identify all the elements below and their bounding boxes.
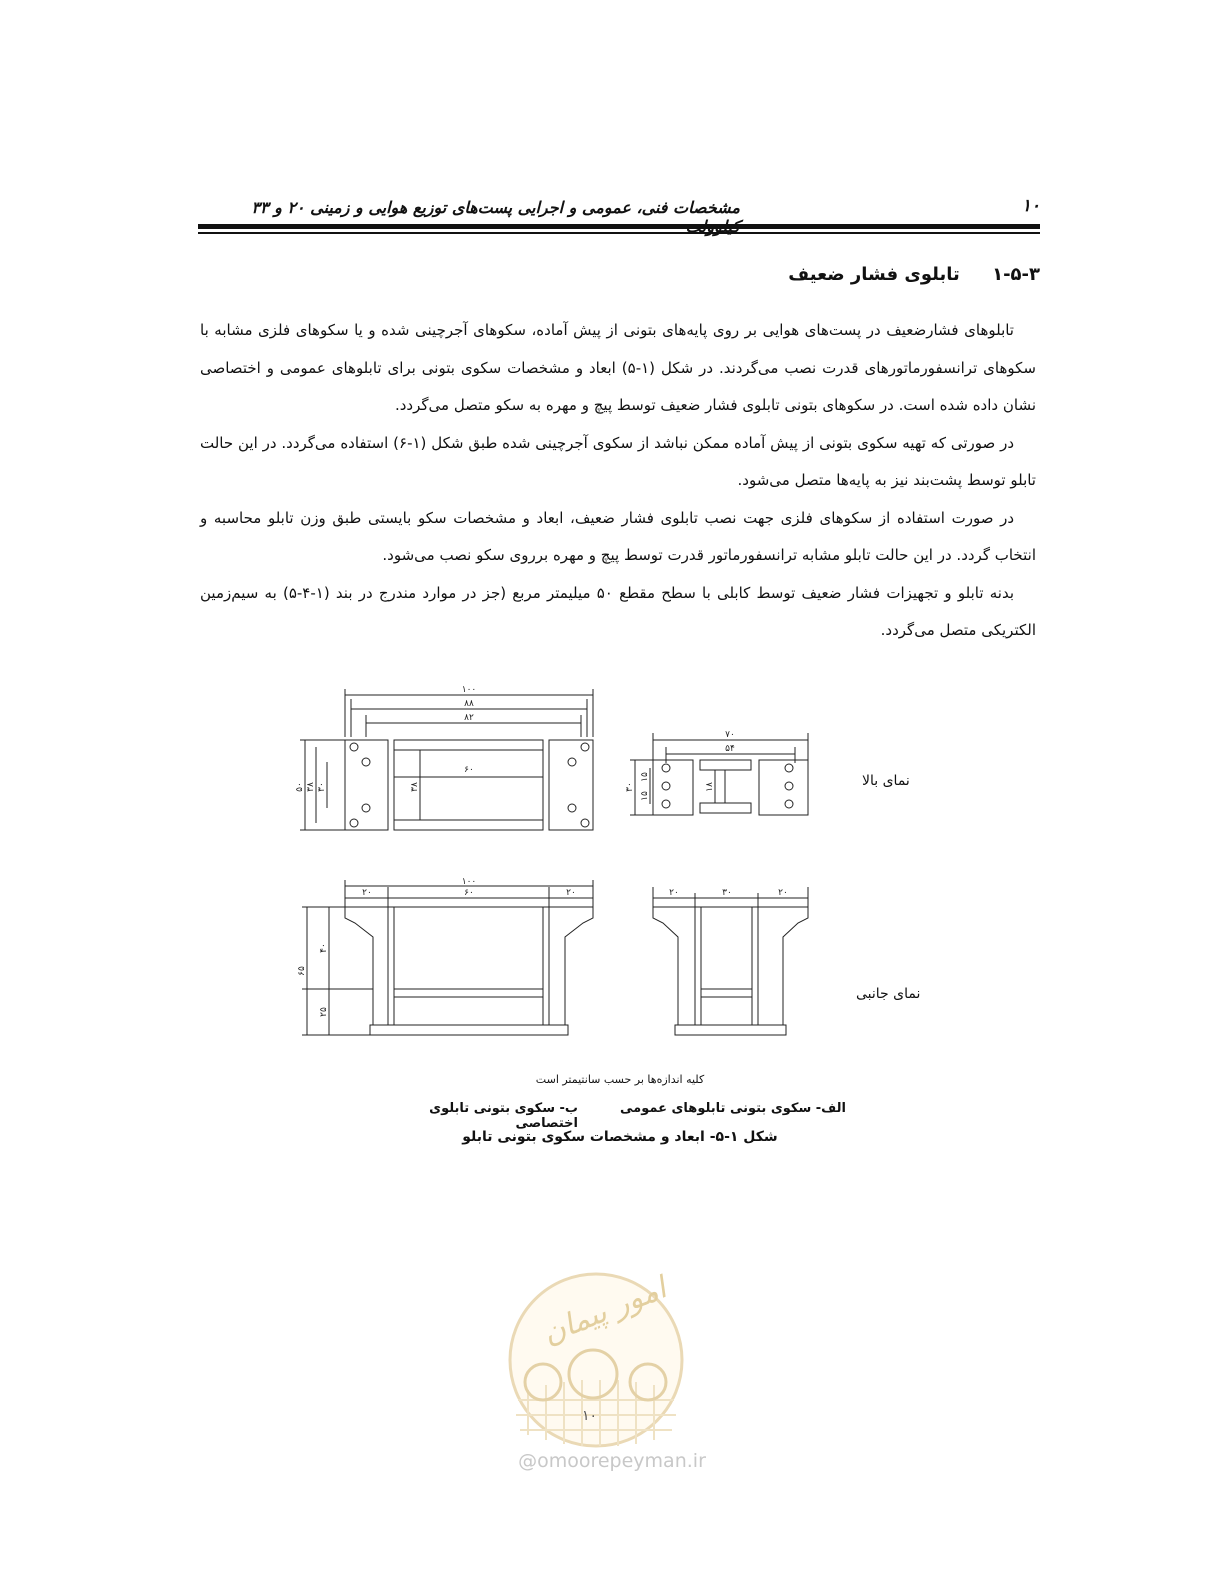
header-rule-thin xyxy=(198,232,1040,234)
dim-38-inner: ۳۸ xyxy=(410,782,420,792)
dim-30-b-side: ۳۰ xyxy=(722,888,732,898)
dim-15-b2: ۱۵ xyxy=(640,791,650,801)
dim-70-top: ۷۰ xyxy=(725,730,735,740)
section-number: ۱-۵-۳ xyxy=(992,264,1040,285)
dim-60-side: ۶۰ xyxy=(464,888,474,898)
body-text xyxy=(200,312,1036,650)
side-view-private xyxy=(653,887,808,1035)
dim-40-side: ۴۰ xyxy=(319,943,329,953)
website-text: omoorepeyman.ir xyxy=(537,1450,706,1472)
paragraph-4: بدنه تابلو و تجهیزات فشار ضعیف توسط کابلی با سطح مقطع ۵۰ میلیمتر مربع (جز در موارد مندرج در بند (۱-۴-۵) به سیم‌زمین الکتریکی متصل می‌گردد. xyxy=(200,583,1036,639)
top-view-general xyxy=(295,685,593,830)
dim-82-top: ۸۲ xyxy=(464,713,474,723)
dim-25-side: ۲۵ xyxy=(319,1007,329,1017)
dim-54-top: ۵۴ xyxy=(725,744,735,754)
page-number: ۱۰ xyxy=(1021,196,1040,216)
dim-20-b-r: ۲۰ xyxy=(778,888,788,898)
header-rule-thick xyxy=(198,224,1040,229)
section-title: تابلوی فشار ضعیف xyxy=(788,264,960,285)
side-view-label: نمای جانبی xyxy=(856,986,921,1002)
side-view-general xyxy=(297,877,593,1035)
dim-20-side-l: ۲۰ xyxy=(362,888,372,898)
dim-100-side: ۱۰۰ xyxy=(461,877,477,887)
seal-page-mark: ۱۰ xyxy=(582,1408,598,1424)
dim-30-b: ۳۰ xyxy=(625,782,635,792)
dim-18-b: ۱۸ xyxy=(705,782,715,792)
top-view-label: نمای بالا xyxy=(862,773,910,789)
dim-20-b-l: ۲۰ xyxy=(669,888,679,898)
watermark-website xyxy=(462,1450,762,1472)
at-icon: @ xyxy=(518,1450,538,1472)
seal-text: امور پیمان xyxy=(537,1270,672,1352)
dim-100-top: ۱۰۰ xyxy=(461,685,477,695)
section-heading xyxy=(600,264,1040,285)
top-view-private xyxy=(625,730,808,815)
platform-drawing xyxy=(250,675,840,1070)
paragraph-2: در صورتی که تهیه سکوی بتونی از پیش آماده ممکن نباشد از سکوی آجرچینی شده طبق شکل (۱-۶) استفاده می‌گردد. در این حالت تابلو توسط پشت‌بند نیز به پایه‌ها متصل می‌شود. xyxy=(200,433,1036,489)
caption-b: ب- سکوی بتونی تابلوی اختصاصی xyxy=(429,1101,578,1131)
paragraph-1: تابلوهای فشارضعیف در پست‌های هوایی بر روی پایه‌های بتونی از پیش آماده، سکوهای آجرچینی شده و یا سکوهای فلزی مشابه با سکوهای ترانسفورماتورهای قدرت نصب می‌گردند. در شکل (۱-۵) ابعاد و مشخصات سکوی بتونی برای تابلوهای عمومی و اختصاصی نشان داده شده است. در سکوهای بتونی تابلوی فشار ضعیف توسط پیچ و مهره به سکو متصل می‌گردد. xyxy=(200,321,1036,414)
units-note: کلیه اندازه‌ها بر حسب سانتیمتر است xyxy=(535,1073,705,1086)
dim-65-side: ۶۵ xyxy=(297,966,307,976)
dim-38-top: ۳۸ xyxy=(306,782,316,792)
dim-60-top: ۶۰ xyxy=(464,765,474,775)
running-header-title: مشخصات فنی، عمومی و اجرایی پست‌های توزیع هوایی و زمینی ۲۰ و ۳۳ xyxy=(251,198,740,217)
dim-15-b1: ۱۵ xyxy=(640,772,650,782)
dim-88-top: ۸۸ xyxy=(464,699,474,709)
dim-20-side-r: ۲۰ xyxy=(566,888,576,898)
dim-50-top: ۵۰ xyxy=(295,782,305,792)
paragraph-3: در صورت استفاده از سکوهای فلزی جهت نصب تابلوی فشار ضعیف، ابعاد و مشخصات سکو بایستی طبق وزن تابلو محاسبه و انتخاب گردد. در این حالت تابلو مشابه ترانسفورماتور قدرت توسط پیچ و مهره برروی سکو نصب می‌شود. xyxy=(200,508,1036,564)
dim-30-top: ۳۰ xyxy=(317,782,327,792)
watermark-seal xyxy=(498,1270,694,1450)
caption-a: الف- سکوی بتونی تابلوهای عمومی xyxy=(620,1101,846,1116)
figure-title: شکل ۱-۵- ابعاد و مشخصات سکوی بتونی تابلو xyxy=(462,1129,778,1145)
